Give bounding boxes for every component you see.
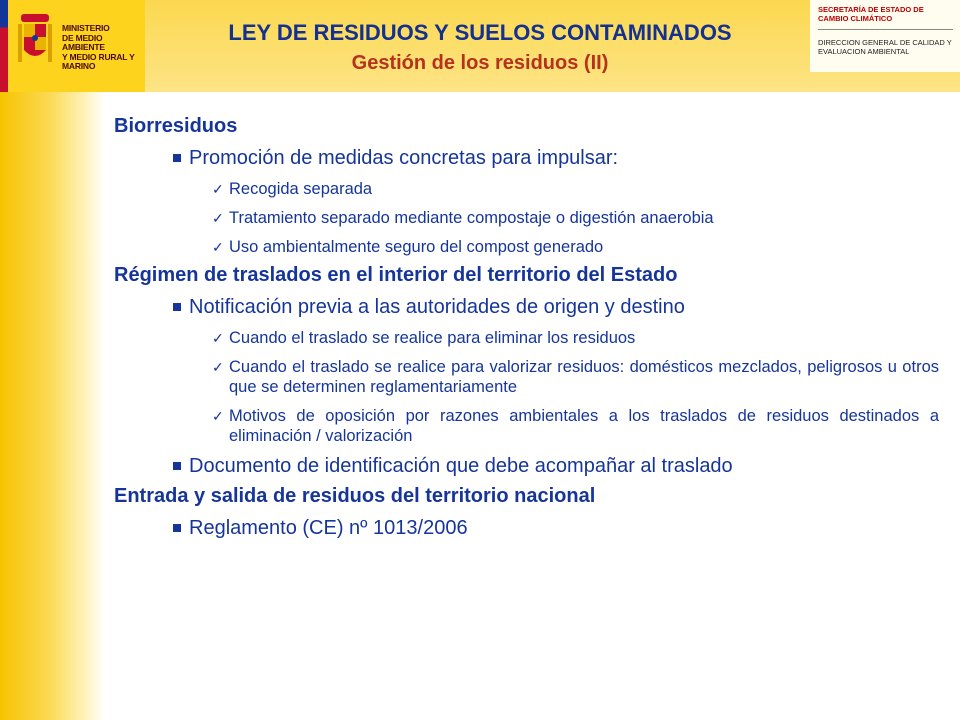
direccion-label: DIRECCION GENERAL DE CALIDAD Y EVALUACION AMBIENTAL xyxy=(818,38,952,56)
ministry-logo xyxy=(0,0,145,92)
sub-list-item: ✓ Cuando el traslado se realice para eliminar los residuos xyxy=(212,329,636,347)
section-heading: Entrada y salida de residuos del territorio nacional xyxy=(114,485,596,507)
square-bullet-icon xyxy=(173,154,181,162)
secretaria-divider xyxy=(818,29,953,30)
square-bullet-icon xyxy=(173,462,181,470)
left-decor-bar xyxy=(0,0,105,720)
list-item: Promoción de medidas concretas para impulsar: xyxy=(114,146,939,170)
checkmark-icon: ✓ xyxy=(212,330,224,346)
sub-list-item: ✓ Cuando el traslado se realice para valorizar residuos: domésticos mezclados, peligrosos u otros que se determinen reglamentariamente xyxy=(212,358,939,396)
eu-flag-strip xyxy=(0,0,8,92)
checkmark-icon: ✓ xyxy=(212,181,224,197)
checkmark-icon: ✓ xyxy=(212,239,224,255)
section-heading: Biorresiduos xyxy=(114,115,238,137)
page-title: LEY DE RESIDUOS Y SUELOS CONTAMINADOS xyxy=(228,20,732,45)
list-item: Notificación previa a las autoridades de origen y destino xyxy=(114,295,939,319)
coat-of-arms-icon xyxy=(16,12,54,74)
sub-list-item: ✓ Recogida separada xyxy=(212,180,373,198)
sub-list-item: ✓ Tratamiento separado mediante compostaje o digestión anaerobia xyxy=(212,209,714,227)
square-bullet-icon xyxy=(173,524,181,532)
checkmark-icon: ✓ xyxy=(212,210,224,226)
checkmark-icon: ✓ xyxy=(212,408,224,424)
list-item: Documento de identificación que debe acompañar al traslado xyxy=(114,454,939,478)
slide-content xyxy=(114,108,939,540)
checkmark-icon: ✓ xyxy=(212,359,224,375)
sub-list-item: ✓ Motivos de oposición por razones ambientales a los traslados de residuos destinados a eliminación / valorización xyxy=(212,407,939,445)
page-subtitle: Gestión de los residuos (II) xyxy=(351,52,609,74)
secretaria-label: SECRETARÍA DE ESTADO DE CAMBIO CLIMÁTICO xyxy=(818,5,924,23)
sub-list-item: ✓ Uso ambientalmente seguro del compost generado xyxy=(212,238,604,256)
list-item: Reglamento (CE) nº 1013/2006 xyxy=(114,516,939,540)
section-heading: Régimen de traslados en el interior del territorio del Estado xyxy=(114,264,678,286)
ministry-name: MINISTERIO DE MEDIO AMBIENTE Y MEDIO RURAL Y MARINO xyxy=(62,23,135,71)
square-bullet-icon xyxy=(173,303,181,311)
